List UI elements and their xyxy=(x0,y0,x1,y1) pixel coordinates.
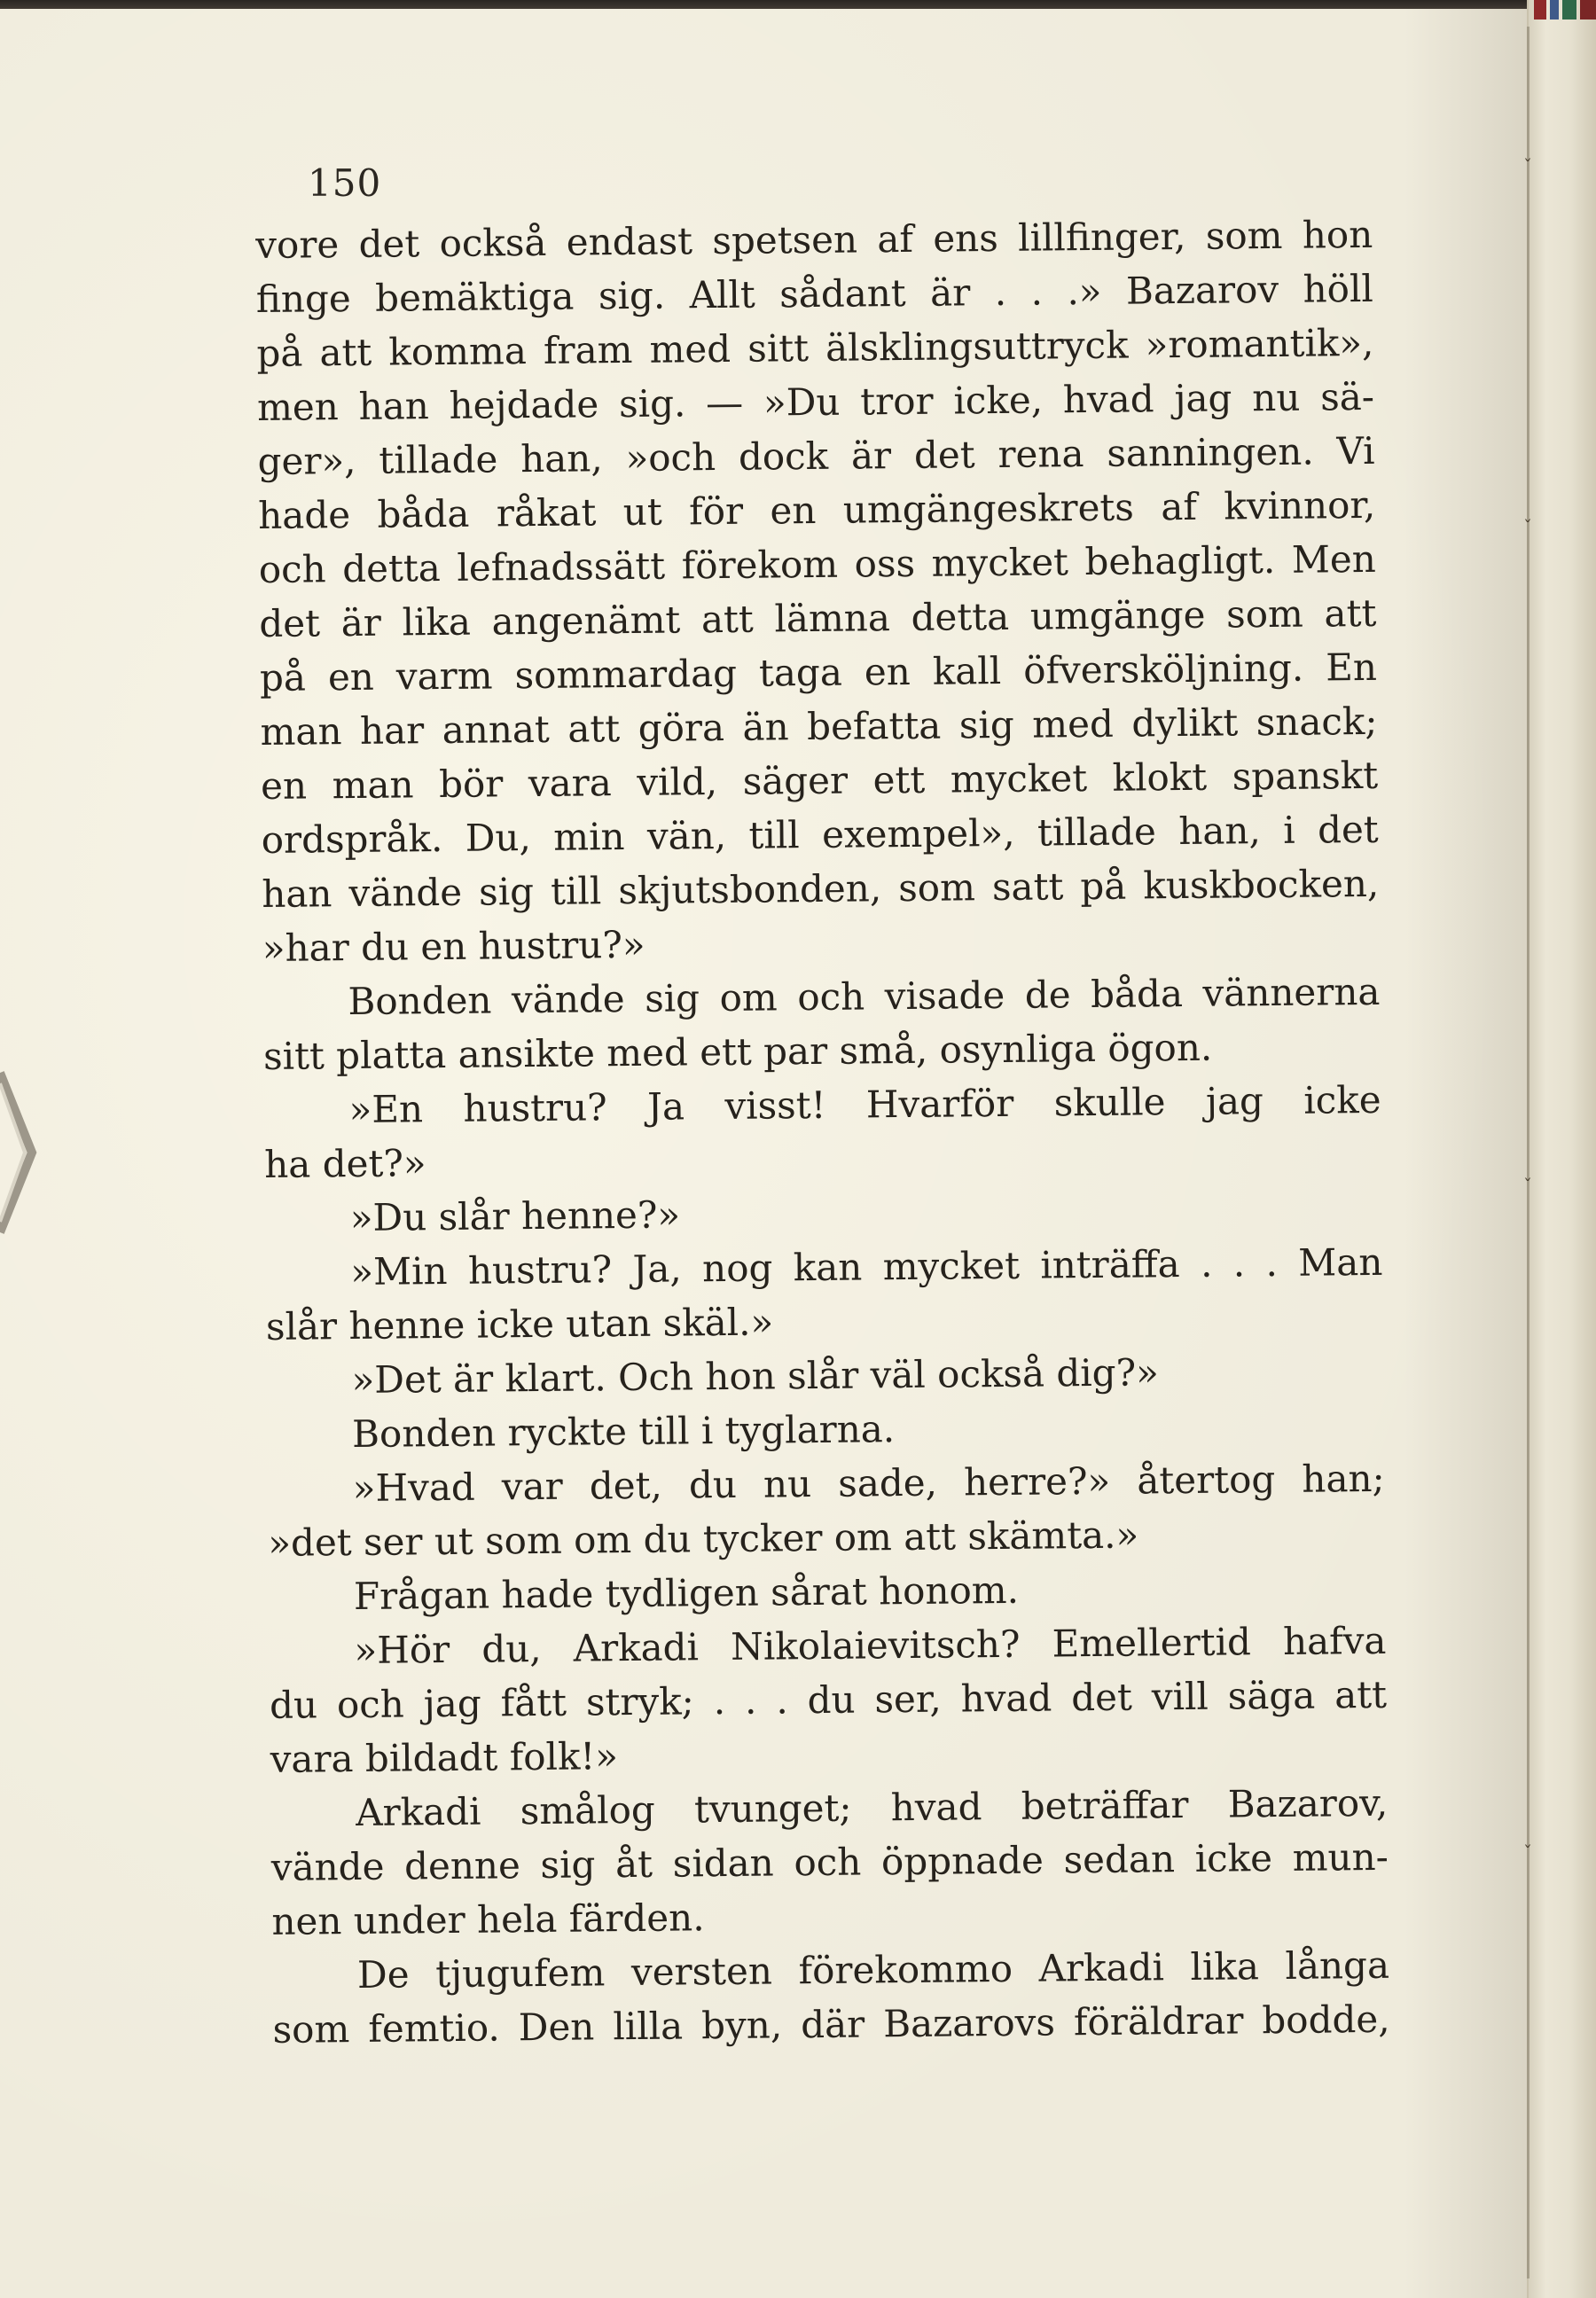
text-line: »Du slår henne?» xyxy=(349,1192,681,1240)
text-line: De tjugufem versten förekommo Arkadi lika långa xyxy=(356,1942,1390,1997)
text-line: »Det är klart. Och hon slår väl också dig?» xyxy=(351,1350,1159,1403)
text-line: det är lika angenämt att lämna detta umgänge som att xyxy=(259,590,1377,645)
text-line: sitt platta ansikte med ett par små, osynliga ögon. xyxy=(262,1025,1213,1078)
text-line: »Hör du, Arkadi Nikolaievitsch? Emellertid hafva xyxy=(354,1618,1387,1673)
page-clip-shape xyxy=(0,1064,37,1241)
text-line: »har du en hustru?» xyxy=(262,922,645,970)
text-line: vara bildadt folk!» xyxy=(270,1734,619,1781)
text-line: slår henne icke utan skäl.» xyxy=(265,1300,774,1348)
text-line: han vände sig till skjutsbonden, som satt på kuskbocken, xyxy=(262,861,1380,916)
headband-stripe xyxy=(1534,0,1546,20)
text-line: finge bemäktiga sig. Allt sådant är . . .» Bazarov höll xyxy=(255,266,1374,321)
text-line: som femtio. Den lilla byn, där Bazarovs föräldrar bodde, xyxy=(272,1997,1390,2052)
text-line: vore det också endast spetsen af ens lillfinger, som hon xyxy=(255,212,1373,267)
text-line: vände denne sig åt sidan och öppnade sedan icke mun- xyxy=(270,1834,1389,1889)
text-line: du och jag fått stryk; . . . du ser, hvad det vill säga att xyxy=(269,1672,1388,1727)
text-line: »det ser ut som om du tycker om att skämta.» xyxy=(268,1512,1139,1565)
text-line: på att komma fram med sitt älsklingsuttryck »romantik», xyxy=(256,320,1374,375)
text-line: nen under hela färden. xyxy=(271,1895,705,1943)
spine-fold-line xyxy=(1527,27,1530,2278)
text-line: på en varm sommardag taga en kall öfversköljning. En xyxy=(259,645,1378,700)
headband-stripe xyxy=(1550,0,1559,20)
text-line: Bonden ryckte till i tyglarna. xyxy=(351,1407,896,1457)
text-line: men han hejdade sig. — »Du tror icke, hvad jag nu sä- xyxy=(256,374,1375,429)
text-line: »Min hustru? Ja, nog kan mycket inträffa . . . Man xyxy=(350,1239,1383,1294)
binding-thread-mark: ˇ xyxy=(1523,516,1532,537)
headband-stripe xyxy=(1562,0,1576,20)
text-line: Bonden vände sig om och visade de båda vännerna xyxy=(348,969,1381,1024)
binding-thread-mark: ˇ xyxy=(1523,1841,1532,1863)
headband-stripe xyxy=(1580,0,1596,20)
binding-thread-mark: ˇ xyxy=(1523,155,1532,176)
text-line: Frågan hade tydligen sårat honom. xyxy=(353,1567,1020,1619)
text-line: Arkadi smålog tvunget; hvad beträffar Bazarov, xyxy=(356,1780,1389,1834)
text-line: »Hvad var det, du nu sade, herre?» återtog han; xyxy=(352,1456,1385,1511)
binding-thread-mark: ˇ xyxy=(1523,1175,1532,1196)
text-line: och detta lefnadssätt förekom oss mycket behagligt. Men xyxy=(258,536,1376,591)
text-line: hade båda råkat ut för en umgängeskrets af kvinnor, xyxy=(257,482,1376,537)
text-line: ha det?» xyxy=(264,1141,426,1186)
text-line: en man bör vara vild, säger ett mycket klokt spanskt xyxy=(260,753,1379,808)
text-line: »En hustru? Ja visst! Hvarför skulle jag icke xyxy=(348,1077,1381,1132)
body-text xyxy=(255,207,1390,2057)
book-spine-edge xyxy=(1527,0,1596,2298)
text-line: man har annat att göra än befatta sig med dylikt snack; xyxy=(260,699,1378,754)
book-page xyxy=(0,9,1527,2298)
text-line: ordspråk. Du, min vän, till exempel», tillade han, i det xyxy=(261,807,1379,862)
page-number: 150 xyxy=(308,161,382,205)
text-line: ger», tillade han, »och dock är det rena sanningen. Vi xyxy=(257,428,1375,483)
